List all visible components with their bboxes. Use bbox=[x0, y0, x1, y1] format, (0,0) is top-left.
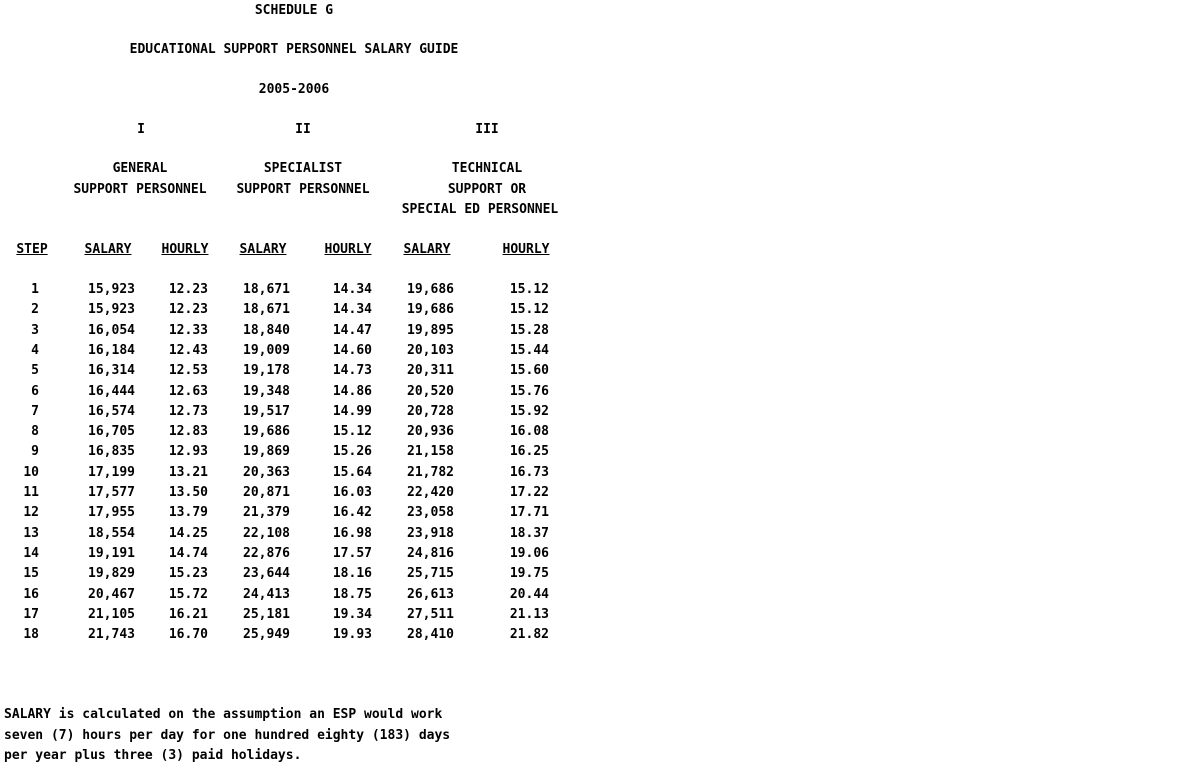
cell-salary-i: 16,054 bbox=[88, 323, 135, 338]
cell-salary-iii: 21,158 bbox=[407, 444, 454, 459]
cell-hourly-i: 12.73 bbox=[168, 404, 208, 419]
cell-salary-ii: 20,363 bbox=[243, 465, 290, 480]
cell-step: 14 bbox=[23, 546, 39, 561]
cell-hourly-i: 14.74 bbox=[168, 546, 208, 561]
schedule-title: SCHEDULE G bbox=[254, 3, 334, 18]
cell-salary-ii: 23,644 bbox=[243, 566, 290, 581]
column-header-salary-iii: SALARY bbox=[403, 242, 451, 257]
cell-hourly-ii: 17.57 bbox=[332, 546, 372, 561]
cell-salary-iii: 24,816 bbox=[407, 546, 454, 561]
cell-hourly-i: 13.79 bbox=[168, 505, 208, 520]
cell-hourly-i: 14.25 bbox=[168, 526, 208, 541]
cell-hourly-iii: 17.71 bbox=[509, 505, 549, 520]
cell-step: 5 bbox=[31, 363, 39, 378]
group-iii-label-line-2: SUPPORT OR bbox=[447, 182, 527, 197]
cell-hourly-iii: 15.76 bbox=[509, 384, 549, 399]
cell-salary-iii: 26,613 bbox=[407, 587, 454, 602]
cell-hourly-i: 13.21 bbox=[168, 465, 208, 480]
cell-hourly-iii: 15.28 bbox=[509, 323, 549, 338]
cell-hourly-ii: 19.34 bbox=[332, 607, 372, 622]
cell-step: 13 bbox=[23, 526, 39, 541]
cell-salary-iii: 20,311 bbox=[407, 363, 454, 378]
cell-hourly-iii: 19.06 bbox=[509, 546, 549, 561]
cell-salary-i: 15,923 bbox=[88, 282, 135, 297]
cell-hourly-ii: 19.93 bbox=[332, 627, 372, 642]
cell-hourly-iii: 17.22 bbox=[509, 485, 549, 500]
cell-hourly-i: 12.23 bbox=[168, 302, 208, 317]
cell-step: 2 bbox=[31, 302, 39, 317]
cell-step: 18 bbox=[23, 627, 39, 642]
cell-hourly-ii: 16.98 bbox=[332, 526, 372, 541]
cell-salary-ii: 19,009 bbox=[243, 343, 290, 358]
cell-hourly-i: 16.70 bbox=[168, 627, 208, 642]
cell-step: 16 bbox=[23, 587, 39, 602]
cell-hourly-i: 12.63 bbox=[168, 384, 208, 399]
column-header-hourly-iii: HOURLY bbox=[502, 242, 550, 257]
cell-hourly-iii: 20.44 bbox=[509, 587, 549, 602]
group-ii-label-line-2: SUPPORT PERSONNEL bbox=[236, 182, 370, 197]
cell-step: 4 bbox=[31, 343, 39, 358]
cell-hourly-i: 16.21 bbox=[168, 607, 208, 622]
group-ii-label-line-1: SPECIALIST bbox=[263, 161, 343, 176]
cell-salary-ii: 21,379 bbox=[243, 505, 290, 520]
cell-hourly-iii: 15.60 bbox=[509, 363, 549, 378]
cell-salary-i: 16,574 bbox=[88, 404, 135, 419]
group-i-label-line-2: SUPPORT PERSONNEL bbox=[73, 182, 207, 197]
note-line-1: SALARY is calculated on the assumption an ESP would work bbox=[4, 707, 443, 722]
cell-salary-i: 15,923 bbox=[88, 302, 135, 317]
cell-salary-iii: 28,410 bbox=[407, 627, 454, 642]
cell-salary-iii: 20,936 bbox=[407, 424, 454, 439]
cell-salary-i: 16,444 bbox=[88, 384, 135, 399]
cell-salary-iii: 19,686 bbox=[407, 302, 454, 317]
guide-title: EDUCATIONAL SUPPORT PERSONNEL SALARY GUIDE bbox=[129, 42, 459, 57]
cell-salary-ii: 18,671 bbox=[243, 302, 290, 317]
cell-hourly-iii: 15.12 bbox=[509, 302, 549, 317]
group-iii-label-line-1: TECHNICAL bbox=[451, 161, 523, 176]
cell-hourly-ii: 14.86 bbox=[332, 384, 372, 399]
cell-hourly-iii: 18.37 bbox=[509, 526, 549, 541]
cell-salary-i: 16,184 bbox=[88, 343, 135, 358]
cell-hourly-i: 15.72 bbox=[168, 587, 208, 602]
cell-hourly-ii: 15.12 bbox=[332, 424, 372, 439]
cell-hourly-i: 13.50 bbox=[168, 485, 208, 500]
cell-salary-i: 17,955 bbox=[88, 505, 135, 520]
column-header-salary-i: SALARY bbox=[84, 242, 132, 257]
cell-hourly-iii: 15.92 bbox=[509, 404, 549, 419]
cell-salary-i: 17,577 bbox=[88, 485, 135, 500]
cell-salary-iii: 20,103 bbox=[407, 343, 454, 358]
cell-hourly-ii: 14.99 bbox=[332, 404, 372, 419]
cell-step: 17 bbox=[23, 607, 39, 622]
cell-hourly-iii: 16.73 bbox=[509, 465, 549, 480]
cell-hourly-ii: 16.03 bbox=[332, 485, 372, 500]
cell-salary-iii: 27,511 bbox=[407, 607, 454, 622]
cell-hourly-iii: 16.25 bbox=[509, 444, 549, 459]
cell-hourly-ii: 15.64 bbox=[332, 465, 372, 480]
cell-salary-iii: 23,058 bbox=[407, 505, 454, 520]
cell-salary-ii: 25,181 bbox=[243, 607, 290, 622]
cell-salary-ii: 22,876 bbox=[243, 546, 290, 561]
cell-salary-ii: 19,178 bbox=[243, 363, 290, 378]
cell-step: 7 bbox=[31, 404, 39, 419]
cell-salary-i: 17,199 bbox=[88, 465, 135, 480]
cell-hourly-ii: 14.60 bbox=[332, 343, 372, 358]
cell-hourly-i: 12.83 bbox=[168, 424, 208, 439]
cell-salary-i: 18,554 bbox=[88, 526, 135, 541]
cell-hourly-iii: 15.12 bbox=[509, 282, 549, 297]
cell-salary-ii: 24,413 bbox=[243, 587, 290, 602]
cell-step: 9 bbox=[31, 444, 39, 459]
cell-salary-i: 16,705 bbox=[88, 424, 135, 439]
cell-hourly-ii: 18.75 bbox=[332, 587, 372, 602]
cell-hourly-i: 12.23 bbox=[168, 282, 208, 297]
cell-hourly-i: 12.53 bbox=[168, 363, 208, 378]
cell-hourly-i: 12.33 bbox=[168, 323, 208, 338]
cell-hourly-iii: 21.82 bbox=[509, 627, 549, 642]
cell-salary-iii: 20,520 bbox=[407, 384, 454, 399]
cell-step: 3 bbox=[31, 323, 39, 338]
cell-salary-i: 21,105 bbox=[88, 607, 135, 622]
column-header-hourly-ii: HOURLY bbox=[324, 242, 372, 257]
cell-salary-iii: 19,895 bbox=[407, 323, 454, 338]
group-iii-numeral: III bbox=[475, 122, 499, 137]
cell-salary-ii: 18,671 bbox=[243, 282, 290, 297]
cell-hourly-i: 12.93 bbox=[168, 444, 208, 459]
cell-salary-ii: 18,840 bbox=[243, 323, 290, 338]
group-iii-label-line-3: SPECIAL ED PERSONNEL bbox=[401, 202, 559, 217]
cell-hourly-i: 12.43 bbox=[168, 343, 208, 358]
group-i-numeral: I bbox=[137, 122, 145, 137]
cell-hourly-iii: 19.75 bbox=[509, 566, 549, 581]
cell-step: 8 bbox=[31, 424, 39, 439]
cell-step: 15 bbox=[23, 566, 39, 581]
cell-salary-ii: 19,869 bbox=[243, 444, 290, 459]
cell-step: 12 bbox=[23, 505, 39, 520]
cell-hourly-ii: 18.16 bbox=[332, 566, 372, 581]
cell-salary-i: 16,314 bbox=[88, 363, 135, 378]
cell-salary-i: 21,743 bbox=[88, 627, 135, 642]
cell-salary-iii: 22,420 bbox=[407, 485, 454, 500]
cell-salary-i: 20,467 bbox=[88, 587, 135, 602]
cell-hourly-iii: 21.13 bbox=[509, 607, 549, 622]
cell-hourly-ii: 14.73 bbox=[332, 363, 372, 378]
note-line-3: per year plus three (3) paid holidays. bbox=[4, 748, 302, 763]
cell-salary-ii: 19,686 bbox=[243, 424, 290, 439]
cell-salary-iii: 21,782 bbox=[407, 465, 454, 480]
cell-salary-i: 16,835 bbox=[88, 444, 135, 459]
cell-hourly-iii: 15.44 bbox=[509, 343, 549, 358]
cell-salary-i: 19,191 bbox=[88, 546, 135, 561]
cell-hourly-iii: 16.08 bbox=[509, 424, 549, 439]
cell-step: 1 bbox=[31, 282, 39, 297]
cell-salary-ii: 22,108 bbox=[243, 526, 290, 541]
cell-salary-ii: 20,871 bbox=[243, 485, 290, 500]
cell-step: 6 bbox=[31, 384, 39, 399]
cell-salary-iii: 20,728 bbox=[407, 404, 454, 419]
cell-hourly-ii: 14.34 bbox=[332, 282, 372, 297]
cell-salary-i: 19,829 bbox=[88, 566, 135, 581]
cell-hourly-ii: 15.26 bbox=[332, 444, 372, 459]
cell-hourly-ii: 14.47 bbox=[332, 323, 372, 338]
cell-step: 10 bbox=[23, 465, 39, 480]
cell-hourly-ii: 14.34 bbox=[332, 302, 372, 317]
cell-hourly-ii: 16.42 bbox=[332, 505, 372, 520]
cell-salary-iii: 19,686 bbox=[407, 282, 454, 297]
cell-step: 11 bbox=[23, 485, 39, 500]
group-i-label-line-1: GENERAL bbox=[112, 161, 168, 176]
column-header-hourly-i: HOURLY bbox=[161, 242, 209, 257]
cell-salary-ii: 25,949 bbox=[243, 627, 290, 642]
note-line-2: seven (7) hours per day for one hundred eighty (183) days bbox=[4, 728, 451, 743]
cell-salary-ii: 19,517 bbox=[243, 404, 290, 419]
cell-salary-iii: 23,918 bbox=[407, 526, 454, 541]
cell-salary-iii: 25,715 bbox=[407, 566, 454, 581]
column-header-salary-ii: SALARY bbox=[239, 242, 287, 257]
column-header-step: STEP bbox=[16, 242, 48, 257]
cell-salary-ii: 19,348 bbox=[243, 384, 290, 399]
cell-hourly-i: 15.23 bbox=[168, 566, 208, 581]
year-label: 2005-2006 bbox=[258, 82, 330, 97]
group-ii-numeral: II bbox=[295, 122, 311, 137]
